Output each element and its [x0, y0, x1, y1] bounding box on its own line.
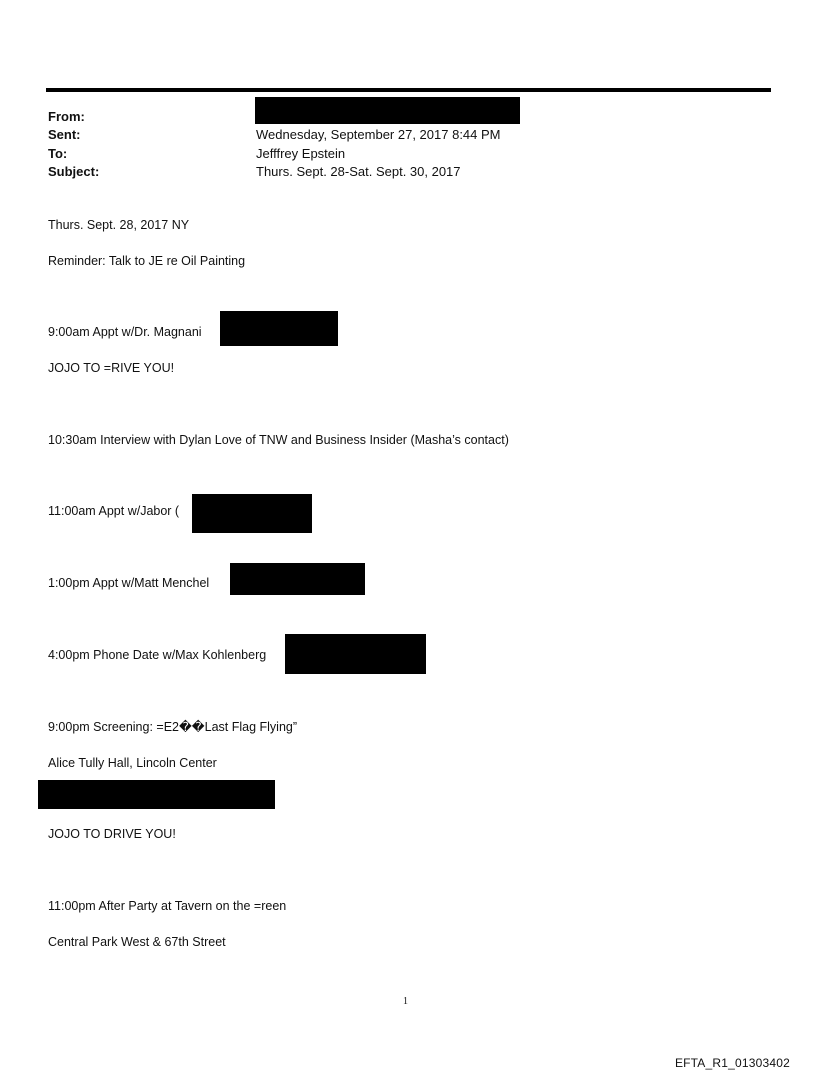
- reminder-line: Reminder: Talk to JE re Oil Painting: [48, 254, 246, 268]
- subject-label: Subject:: [48, 164, 100, 179]
- jojo-rive-line: JOJO TO =RIVE YOU!: [48, 361, 175, 375]
- to-value: Jefffrey Epstein: [256, 146, 346, 161]
- redaction-kohlenberg: [285, 634, 426, 674]
- from-label: From:: [48, 109, 85, 124]
- sent-value: Wednesday, September 27, 2017 8:44 PM: [256, 127, 501, 142]
- appt-magnani-line: 9:00am Appt w/Dr. Magnani: [48, 325, 202, 339]
- appt-menchel-line: 1:00pm Appt w/Matt Menchel: [48, 576, 210, 590]
- redaction-from: [255, 97, 520, 124]
- redaction-menchel: [230, 563, 365, 595]
- sent-label: Sent:: [48, 127, 81, 142]
- jojo-drive-line: JOJO TO DRIVE YOU!: [48, 827, 176, 841]
- redaction-magnani: [220, 311, 338, 346]
- after-party-line: 11:00pm After Party at Tavern on the =reen: [48, 899, 287, 913]
- venue-line: Alice Tully Hall, Lincoln Center: [48, 756, 217, 770]
- redaction-jabor: [192, 494, 312, 533]
- phone-date-line: 4:00pm Phone Date w/Max Kohlenberg: [48, 648, 267, 662]
- header-rule: [46, 88, 771, 92]
- to-label: To:: [48, 146, 68, 161]
- appt-jabor-line: 11:00am Appt w/Jabor (: [48, 504, 180, 518]
- screening-line: 9:00pm Screening: =E2��Last Flag Flying”: [48, 720, 298, 734]
- document-id: EFTA_R1_01303402: [674, 1056, 790, 1070]
- page-number: 1: [403, 996, 408, 1007]
- redaction-venue-detail: [38, 780, 275, 809]
- subject-value: Thurs. Sept. 28-Sat. Sept. 30, 2017: [256, 164, 461, 179]
- interview-line: 10:30am Interview with Dylan Love of TNW and Business Insider (Masha’s contact): [48, 433, 509, 447]
- date-line: Thurs. Sept. 28, 2017 NY: [48, 218, 190, 232]
- address-line: Central Park West & 67th Street: [48, 935, 226, 949]
